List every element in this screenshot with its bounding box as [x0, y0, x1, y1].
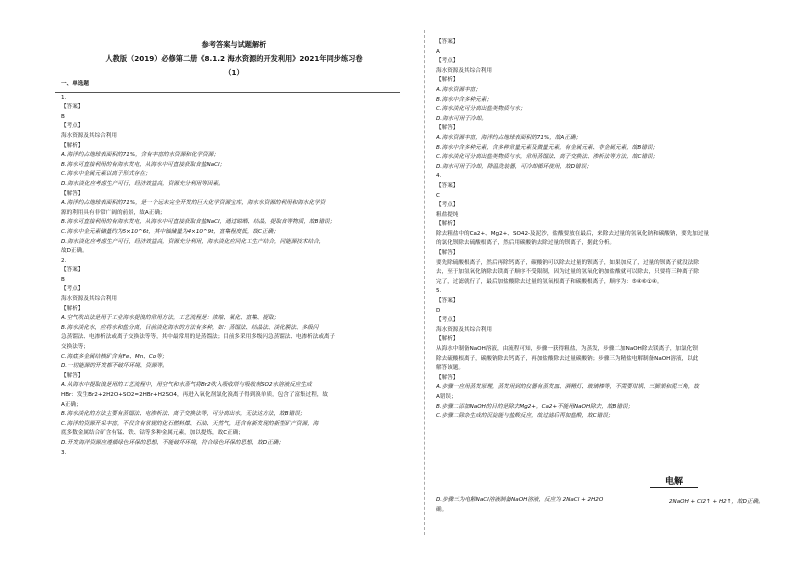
left-text-line: 【答案】 [61, 267, 84, 274]
right-text-line: 【考点】 [436, 202, 459, 209]
left-text-line: 海水资源及其综合利用 [61, 132, 117, 139]
left-text-line: B.海水淡化水，应将水和盐分离，目前淡化海水的方法有多种，如：蒸馏法、结晶法、淡化膜法、多级闪 [61, 324, 319, 331]
right-text-line: 除去粗盐中的Ca2+、Mg2+、SO42-及泥沙，盐酸要放在最后，来除去过量的氢氧化钠和碳酸钠，要先加过量 [436, 230, 710, 237]
right-text-line: C.步骤二除杂生成的沉淀能与盐酸反应，故过滤后再加盐酸，故C错误； [436, 413, 614, 420]
left-text-line: B.海水可直接利用的有海水发电，从海水中可直接获取食盐NaCl； [61, 161, 226, 168]
right-text-line: D.海水可用于冷却，降温洗装器，可冷却循环使用，故D错误； [436, 163, 592, 170]
left-text-line: B [61, 276, 65, 283]
right-text-line: 【解析】 [436, 77, 459, 84]
page-title-3: （1） [224, 68, 244, 77]
right-text-line: D.海水可用于冷却。 [436, 115, 487, 122]
left-text-line: 交换法等； [61, 344, 89, 351]
right-text-line: 【解析】 [436, 336, 459, 343]
left-text-line: 1. [61, 94, 67, 101]
left-text-line: D.海水淡化应考虑生产可行，经济效益高，资源充分利用等因素。 [61, 180, 224, 187]
right-text-line: C.海水淡化可分离出盐类物质与水，常用蒸馏法、离子交换法、渗析法等方法，故C错误； [436, 154, 659, 161]
left-text-line: 【答案】 [61, 104, 84, 111]
right-text-line: D [436, 307, 441, 314]
left-text-line: B [61, 113, 65, 120]
right-text-line: 【解答】 [436, 125, 459, 132]
right-text-line: 【答案】 [436, 182, 459, 189]
left-text-line: 【考点】 [61, 123, 84, 130]
right-text-line: 【答案】 [436, 298, 459, 305]
right-text-line: 4. [436, 173, 442, 180]
equation-tail: 确。 [436, 506, 448, 513]
left-text-line: C.海水中金属元素以离子形式存在； [61, 171, 151, 178]
right-text-line: A.步骤一应用蒸发原理，蒸发用到的仪器有蒸发皿、酒精灯、玻璃棒等，不需要坩埚、三脚架和泥三角，故 [436, 384, 700, 391]
right-text-line: 除去硫酸根离子，碳酸钠除去钙离子，再加盐酸除去过量碳酸钠；步骤三为精盐电解制备NaOH溶液，以此 [436, 355, 699, 362]
left-text-line: 海水资源及其综合利用 [61, 296, 117, 303]
right-text-line: A.海水资源丰富，海洋约占地球表面积的71%，故A正确； [436, 134, 582, 141]
equation-block [436, 496, 766, 515]
right-text-line: 要先除硫酸根离子，然后再除钙离子，碳酸钠可以除去过量的钡离子，如果加反了，过量的钡离子就没法除 [436, 259, 699, 266]
left-text-line: 【解答】 [61, 372, 84, 379]
left-text-line: C.海洋的资源开采丰富，不仅含有常规的化石燃料煤、石油、天然气，还含有新发现的新型矿产资源，海 [61, 420, 319, 427]
right-text-line: 粗盐提纯 [436, 211, 459, 218]
right-text-line: A [436, 48, 440, 55]
right-text-line: 的氯化钡除去硫酸根离子，然后用碳酸钠去除过量的钡离子，据此分析。 [436, 240, 616, 247]
right-text-line: 【答案】 [436, 39, 459, 45]
right-text-line: 去，至于加氢氧化钠除去镁离子顺序不受限制，因为过量的氢氧化钠加盐酸就可以除去，只要将三种离子除 [436, 269, 699, 276]
right-text-line: 【解答】 [436, 250, 459, 257]
left-text-line: D.一切能源的开发都不破坏环境、资源等。 [61, 363, 168, 370]
page-title-2: 人教版（2019）必修第二册《8.1.2 海水资源的开发利用》2021年同步练习卷 [105, 54, 363, 63]
left-text-line: A.海洋约占地球表面积的71%，含有丰富的水资源和化学资源； [61, 152, 219, 159]
right-text-line: B.海水中含多种元素，含多种常量元素及微量元素，有金属元素、非金属元素，故B错误； [436, 144, 659, 151]
section-heading: 一、单选题 [61, 81, 89, 87]
right-text-line: 从海水中制备NaOH溶液，由流程可知，步骤一获得粗盐，为蒸发，步骤二加NaOH除去镁离子，加氯化钡 [436, 346, 698, 352]
left-text-line: C.海水中金元素储量约为5×10^6t，其中铀储量为4×10^9t，富集程度低，故C正确； [61, 228, 279, 235]
right-text-line: B.步骤二添加NaOH的目的是除去Mg2+，Ca2+不能用NaOH除去，故B错误； [436, 403, 634, 410]
left-text-line: A.空气吹出法是用于工业海水提溴的常用方法，工艺流程是：浓缩、氧化、富集、提取； [61, 315, 280, 322]
right-text-line: 完了，过滤就行了，最后加盐酸除去过量的氢氧根离子和碳酸根离子，顺序为：⑤④⑥①④。 [436, 278, 663, 285]
left-text-line: B.海水可直接利用的有海水发电，从海水中可直接获取食盐NaCl，通过晾晒、结晶，提取食等物质，故B错误； [61, 219, 336, 226]
section-divider [55, 92, 400, 93]
page-title-1: 参考答案与试题解析 [201, 40, 267, 49]
equation-line: D.步骤三为电解NaCl溶液制备NaOH溶液，反应为 2NaCl + 2H2O [436, 497, 604, 503]
electrolysis-label: 电解 [665, 477, 684, 487]
left-text-line: 源的利用具有非常广阔的前景，故A正确； [61, 209, 166, 216]
left-text-line: A.海洋约占地球表面积的71%，是一个远未完全开发的巨大化学资源宝库，海水水资源的利用和海水化学资 [61, 200, 326, 207]
right-text-line: 5. [436, 288, 442, 295]
left-text-line: A正确； [61, 401, 82, 408]
left-text-line: 【解答】 [61, 190, 84, 197]
left-text-line: D.开发海洋资源应遵循绿色环保的思想，不能破坏环境，符合绿色环保的思想，故D正确； [61, 439, 284, 446]
left-text-block [61, 94, 407, 459]
right-text-line: C.海水淡化可分离出盐类物质与水； [436, 106, 526, 113]
equation-products: 2NaOH + Cl2↑ + H2↑，故D正确。 [669, 499, 764, 505]
left-text-line: 3. [61, 449, 67, 456]
right-text-line: 海水资源及其综合利用 [436, 67, 492, 74]
right-text-line: 【解析】 [436, 221, 459, 228]
right-text-line: A.海水资源丰富； [436, 86, 481, 93]
left-text-line: HBr：发生Br2+2H2O+SO2=2HBr+H2SO4，再进入氧化剂氯化溴离子得到溴单质，包含了富集过程，故 [61, 392, 329, 398]
right-text-line: 解答该题。 [436, 365, 464, 372]
right-text-line: B.海水中含多种元素； [436, 96, 492, 103]
left-text-line: 底多数金属结合矿含有锰、铁、钴等多种金属元素，加以提炼，故C正确； [61, 430, 244, 437]
left-text-line: 故D正确。 [61, 248, 88, 255]
left-text-line: A.从海水中提取溴是用的工艺流程中，用空气和水蒸气将Br2吹入吸收塔与吸收剂SO2水溶液反应生成 [61, 382, 312, 389]
left-text-line: 【解析】 [61, 142, 84, 149]
left-text-line: B.海水淡化的方法主要有蒸馏法、电渗析法、离子交换法等，可分离出水，无法达方法，故B错误； [61, 411, 306, 418]
right-text-line: 【考点】 [436, 58, 459, 65]
right-text-line: C [436, 192, 440, 199]
left-text-line: 2. [61, 257, 67, 264]
left-text-line: C.海底多金属结核矿含有Fe、Mn、Co等； [61, 353, 168, 360]
column-divider [424, 30, 425, 535]
right-text-block [436, 38, 766, 422]
right-text-line: 【考点】 [436, 317, 459, 324]
right-text-line: 【解答】 [436, 374, 459, 381]
left-text-line: 【考点】 [61, 286, 84, 293]
left-column [61, 38, 407, 458]
left-text-line: 急蒸馏法、电渗析法或离子交换法等等，其中最常用的是蒸馏法；目前多采用多级闪急蒸馏法、电渗析法或离子 [61, 334, 336, 341]
right-column [436, 38, 766, 422]
electrolysis-arrow [650, 487, 698, 488]
right-text-line: 海水资源及其综合利用 [436, 326, 492, 333]
left-text-line: 【解析】 [61, 305, 84, 312]
left-text-line: D.海水淡化应考虑生产可行，经济效益高，资源充分利用，海水淡化应同化工生产结合，同能源技术结合， [61, 238, 325, 245]
right-text-line: A错误； [436, 393, 457, 400]
